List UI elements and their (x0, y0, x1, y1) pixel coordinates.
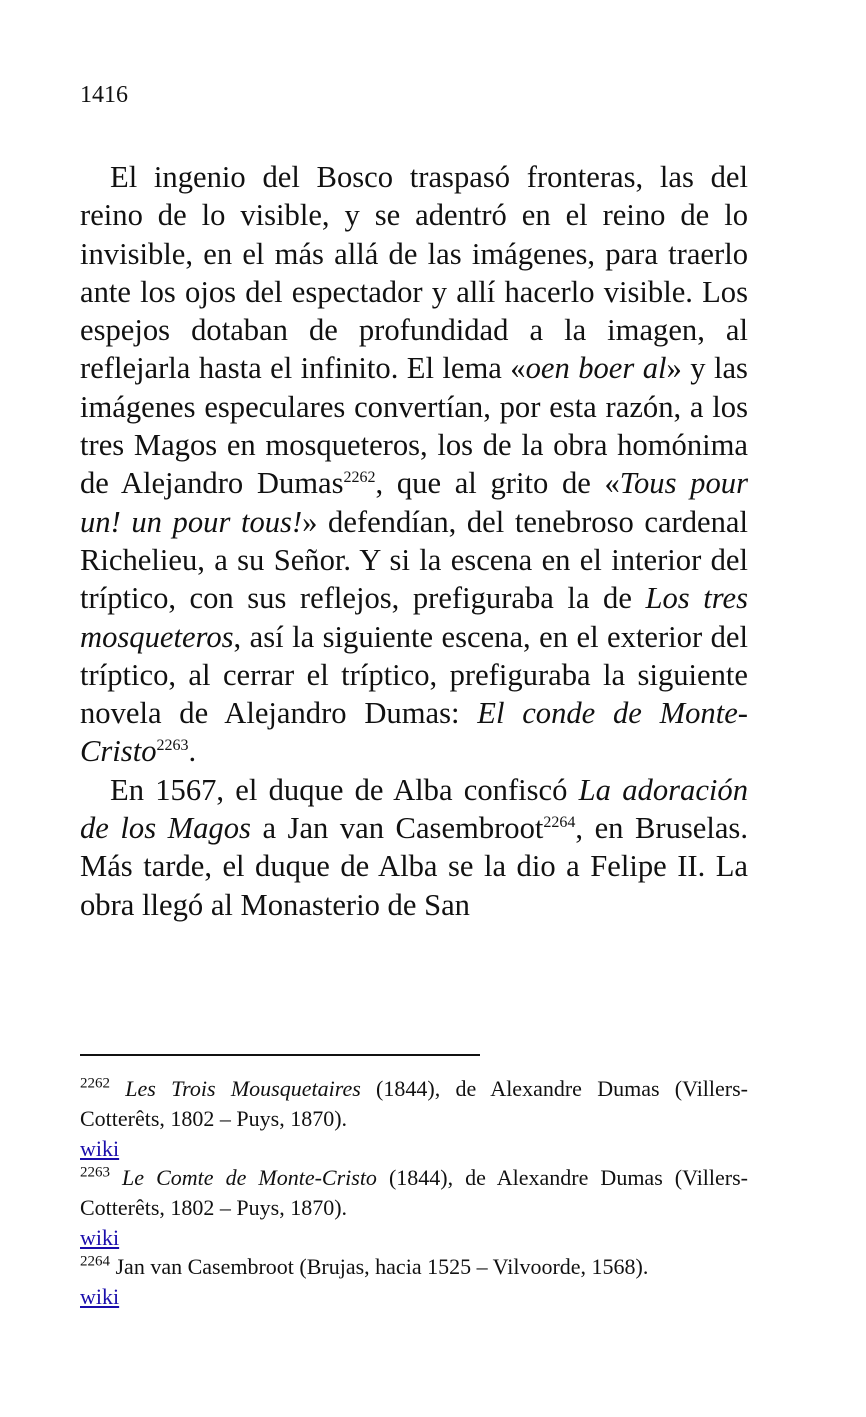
footnote-text: Jan van Casembroot (Brujas, hacia 1525 – Vilvoorde, 1568). (115, 1254, 649, 1279)
text: . (188, 734, 197, 769)
text: , que al grito de « (375, 466, 620, 501)
italic-title: La adoración de los Magos (80, 772, 748, 846)
text: , en Bruselas. Más tarde, el duque de Alba se la dio a Felipe II. La obra llegó al Monasterio de San (80, 811, 748, 922)
footnote-2264 (80, 1252, 748, 1282)
paragraph (80, 158, 748, 771)
text: En 1567, el duque de Alba confiscó (110, 772, 579, 807)
footnote-number: 2264 (80, 1253, 110, 1270)
page-number: 1416 (80, 82, 128, 108)
footnote-ref[interactable]: 2264 (543, 813, 576, 831)
footnote-text: (1844), de Alexandre Dumas (Villers-Cotterêts, 1802 – Puys, 1870). (80, 1165, 749, 1220)
text: a Jan van Casembroot (250, 811, 544, 846)
text: , así la siguiente escena, en el exterior del tríptico, al cerrar el tríptico, prefiguraba la siguiente novela de Alejandro Dumas: (80, 619, 748, 731)
footnote-2262 (80, 1074, 748, 1134)
footnote-title: Les Trois Mousquetaires (125, 1076, 361, 1101)
footnote-title: Le Comte de Monte-Cristo (122, 1165, 377, 1190)
footnote-text: (1844), de Alexandre Dumas (Villers-Cotterêts, 1802 – Puys, 1870). (80, 1076, 749, 1131)
footnote-ref[interactable]: 2262 (343, 469, 376, 487)
text: » y las imágenes especulares convertían, por esta razón, a los tres Magos en mosqueteros, los de la obra homónima de Alejandro Dumas (80, 351, 748, 501)
footnote-separator (80, 1054, 480, 1056)
italic-quote: Tous pour un! un pour tous! (80, 466, 748, 539)
footnote-number: 2262 (80, 1075, 110, 1092)
wiki-link[interactable]: wiki (80, 1225, 120, 1250)
footnotes (80, 1074, 748, 1311)
main-text (80, 158, 748, 924)
footnote-2263 (80, 1163, 748, 1223)
paragraph (80, 771, 748, 924)
italic-motto: oen boer al (525, 351, 667, 386)
footnote-ref[interactable]: 2263 (156, 737, 189, 755)
italic-title: El conde de Monte-Cristo (80, 696, 748, 769)
wiki-link[interactable]: wiki (80, 1136, 120, 1161)
text: » defendían, del tenebroso cardenal Richelieu, a su Señor. Y si la escena en el interior del tríptico, con sus reflejos, prefiguraba la de (80, 504, 748, 616)
italic-title: Los tres mosqueteros (80, 581, 748, 654)
text: El ingenio del Bosco traspasó fronteras, las del reino de lo visible, y se adentró en el reino de lo invisible, en el más allá de las imágenes, para traerlo ante los ojos del espectador y allí hacerlo visible. Los espejos dotaban de profundidad a la imagen, al reflejarla hasta el infinito. El lema « (80, 160, 748, 386)
footnote-number: 2263 (80, 1164, 110, 1181)
wiki-link[interactable]: wiki (80, 1284, 120, 1309)
